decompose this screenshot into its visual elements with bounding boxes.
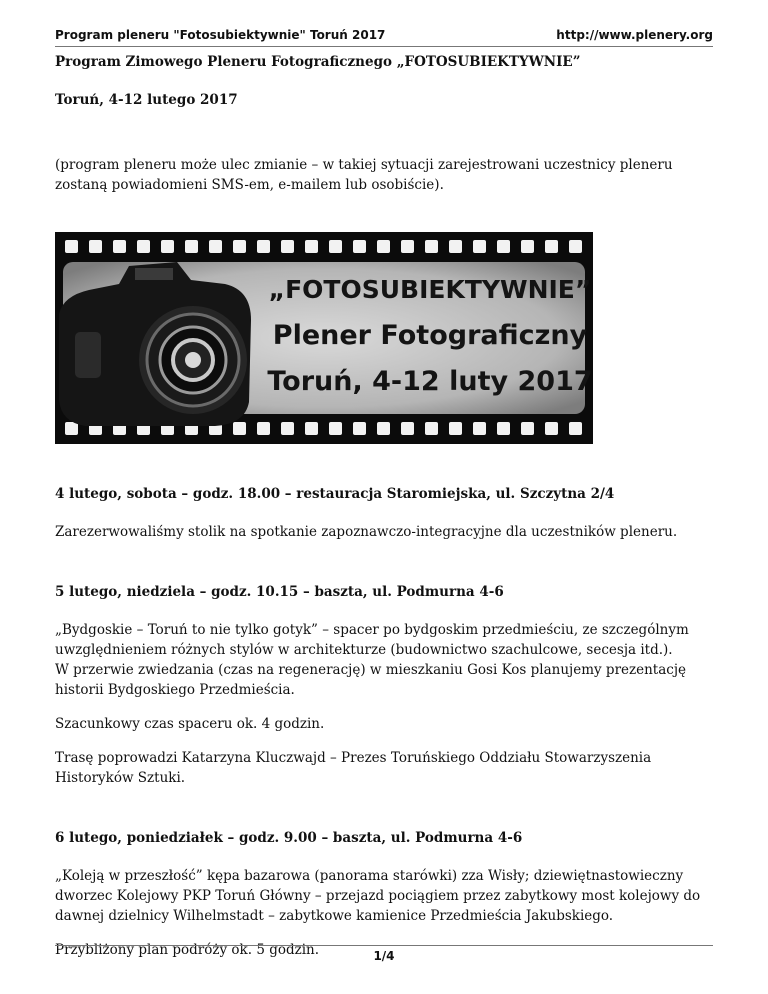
- day-paragraph: Zarezerwowaliśmy stolik na spotkanie zapoznawczo-integracyjne dla uczestników pleneru.: [55, 524, 678, 540]
- banner-title: „FOTOSUBIEKTYWNIE”: [268, 275, 592, 304]
- film-hole: [425, 422, 438, 435]
- document-title: Program Zimowego Pleneru Fotograficznego „FOTOSUBIEKTYWNIE”: [55, 54, 581, 70]
- film-hole: [281, 422, 294, 435]
- schedule-list: [55, 484, 715, 960]
- document-note: (program pleneru może ulec zmianie – w takiej sytuacji zarejestrowani uczestnicy pleneru zostaną powiadomieni SMS-em, e-mailem lub osobiście).: [55, 157, 673, 193]
- film-hole: [161, 240, 174, 253]
- banner-image: [55, 232, 593, 444]
- day-paragraph: Przybliżony plan podróży ok. 5 godzin.: [55, 942, 320, 958]
- film-hole: [137, 240, 150, 253]
- film-hole: [473, 240, 486, 253]
- film-hole: [305, 240, 318, 253]
- banner-subtitle: Plener Fotograficzny: [272, 320, 588, 351]
- film-hole: [377, 422, 390, 435]
- day-paragraph: Szacunkowy czas spaceru ok. 4 godzin.: [55, 716, 325, 732]
- film-hole: [89, 240, 102, 253]
- film-hole: [233, 240, 246, 253]
- film-hole: [257, 240, 270, 253]
- footer-divider: [55, 945, 713, 946]
- film-hole: [233, 422, 246, 435]
- film-hole: [401, 240, 414, 253]
- film-hole: [449, 240, 462, 253]
- film-hole: [281, 240, 294, 253]
- film-hole: [521, 240, 534, 253]
- header-url[interactable]: http://www.plenery.org: [556, 28, 713, 42]
- document-body: [55, 52, 715, 960]
- day-paragraph: W przerwie zwiedzania (czas na regenerację) w mieszkaniu Gosi Kos planujemy prezentację historii Bydgoskiego Przedmieścia.: [55, 662, 687, 698]
- day-paragraph: „Bydgoskie – Toruń to nie tylko gotyk” – spacer po bydgoskim przedmieściu, ze szczególnym uwzględnieniem różnych stylów w architekturze (budownictwo szachulcowe, secesja itd.).: [55, 622, 689, 658]
- schedule-day: [55, 828, 715, 960]
- day-heading: 4 lutego, sobota – godz. 18.00 – restauracja Staromiejska, ul. Szczytna 2/4: [55, 486, 615, 502]
- film-hole: [353, 240, 366, 253]
- film-hole: [257, 422, 270, 435]
- day-paragraph: „Koleją w przeszłość” kępa bazarowa (panorama starówki) zza Wisły; dziewiętnastowieczny dworzec Kolejowy PKP Toruń Główny – przejazd pociągiem przez zabytkowy most kolejowy do dawnej dzielnicy Wilhelmstadt – zabytkowe kamienice Przedmieścia Jakubskiego.: [55, 868, 701, 924]
- page-number: 1/4: [373, 949, 395, 963]
- film-hole: [521, 422, 534, 435]
- document-date: Toruń, 4-12 lutego 2017: [55, 92, 238, 108]
- header-divider: [55, 46, 713, 47]
- film-hole: [209, 240, 222, 253]
- film-hole: [353, 422, 366, 435]
- film-hole: [497, 240, 510, 253]
- film-hole: [65, 422, 78, 435]
- film-hole: [425, 240, 438, 253]
- film-hole: [569, 240, 582, 253]
- page-header: [55, 28, 713, 46]
- film-hole: [497, 422, 510, 435]
- film-hole: [329, 240, 342, 253]
- schedule-day: [55, 484, 715, 542]
- film-hole: [377, 240, 390, 253]
- day-paragraph: Trasę poprowadzi Katarzyna Kluczwajd – Prezes Toruńskiego Oddziału Stowarzyszenia Historyków Sztuki.: [55, 750, 652, 786]
- film-hole: [113, 240, 126, 253]
- film-hole: [545, 240, 558, 253]
- film-hole: [401, 422, 414, 435]
- header-title: Program pleneru "Fotosubiektywnie" Toruń 2017: [55, 28, 386, 42]
- day-heading: 5 lutego, niedziela – godz. 10.15 – baszta, ul. Podmurna 4-6: [55, 584, 504, 600]
- schedule-day: [55, 582, 715, 788]
- film-hole: [305, 422, 318, 435]
- film-hole: [473, 422, 486, 435]
- film-hole: [329, 422, 342, 435]
- banner-dates: Toruń, 4-12 luty 2017: [267, 366, 593, 397]
- film-hole: [65, 240, 78, 253]
- day-heading: 6 lutego, poniedziałek – godz. 9.00 – baszta, ul. Podmurna 4-6: [55, 830, 523, 846]
- film-hole: [545, 422, 558, 435]
- film-hole: [449, 422, 462, 435]
- film-hole: [185, 240, 198, 253]
- film-hole: [569, 422, 582, 435]
